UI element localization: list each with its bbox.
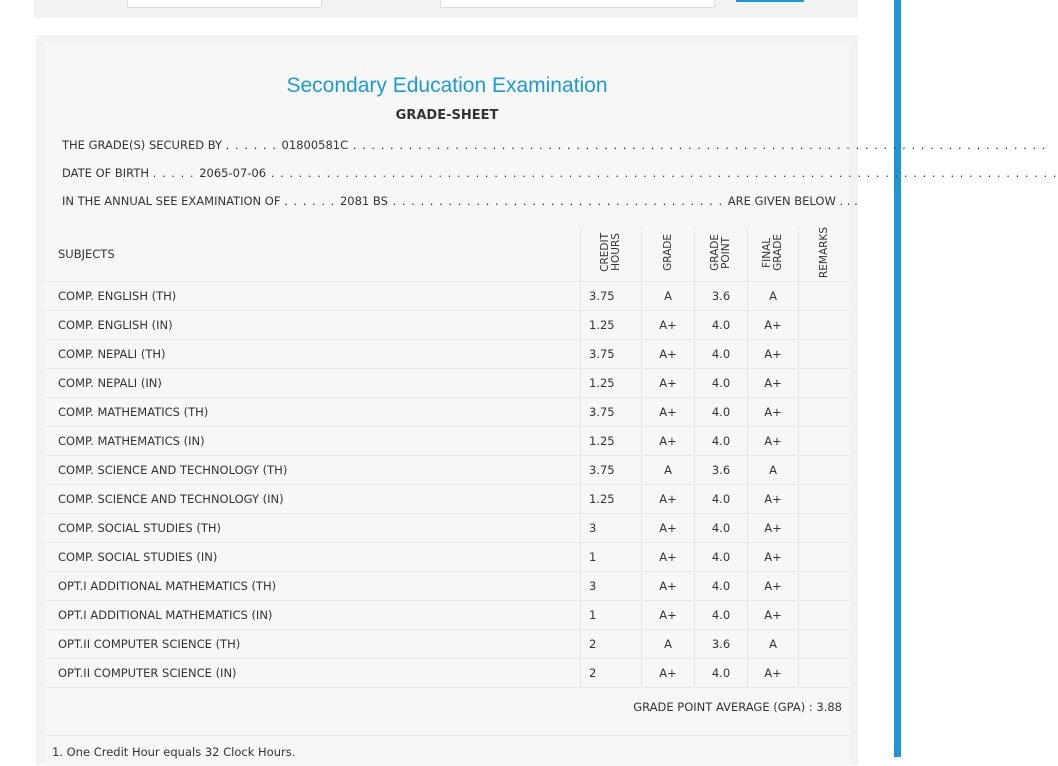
grade-cell: A [642, 456, 695, 485]
grade-point-cell: 4.0 [695, 485, 748, 514]
credit-hours-cell: 1 [581, 601, 642, 630]
final-grade-cell: A+ [748, 398, 799, 427]
table-header-row [45, 227, 849, 282]
exam-label: IN THE ANNUAL SEE EXAMINATION OF [62, 194, 281, 208]
grade-sheet-heading: GRADE-SHEET [395, 108, 499, 123]
subject-cell: COMP. MATHEMATICS (TH) [45, 398, 581, 427]
table-row [45, 659, 849, 688]
subject-cell: COMP. MATHEMATICS (IN) [45, 427, 581, 456]
credit-hours-cell: 1.25 [581, 311, 642, 340]
subject-cell: OPT.II COMPUTER SCIENCE (TH) [45, 630, 581, 659]
remarks-cell [799, 427, 850, 456]
table-row [45, 340, 849, 369]
grades-table [45, 227, 849, 688]
exam-line: IN THE ANNUAL SEE EXAMINATION OF . . . . . . 2081 BS . . . . . . . . . . . . . . . . . . . . . . . . . . . . . . . . . . . . ARE GIVEN BELOW . . . [62, 194, 858, 208]
header-final-grade: FINAL GRADE [748, 227, 799, 282]
credit-hours-cell: 3.75 [581, 398, 642, 427]
grade-cell: A+ [642, 659, 695, 688]
remarks-cell [799, 659, 850, 688]
grade-cell: A+ [642, 398, 695, 427]
subject-cell: COMP. NEPALI (IN) [45, 369, 581, 398]
scrollbar[interactable] [894, 0, 901, 757]
final-grade-cell: A+ [748, 514, 799, 543]
grade-cell: A [642, 630, 695, 659]
final-grade-cell: A [748, 282, 799, 311]
grade-cell: A+ [642, 369, 695, 398]
page-title: Secondary Education Examination [286, 74, 608, 97]
note-item: 1. One Credit Hour equals 32 Clock Hours. [52, 745, 296, 759]
table-row [45, 456, 849, 485]
remarks-cell [799, 601, 850, 630]
table-row [45, 601, 849, 630]
grade-cell: A+ [642, 311, 695, 340]
credit-hours-cell: 3 [581, 572, 642, 601]
table-row [45, 311, 849, 340]
gpa-summary: GRADE POINT AVERAGE (GPA) : 3.88 [633, 700, 842, 714]
remarks-cell [799, 398, 850, 427]
remarks-cell [799, 630, 850, 659]
credit-hours-cell: 1.25 [581, 427, 642, 456]
grade-cell: A+ [642, 514, 695, 543]
remarks-cell [799, 543, 850, 572]
subject-cell: COMP. SOCIAL STUDIES (IN) [45, 543, 581, 572]
subject-cell: COMP. SOCIAL STUDIES (TH) [45, 514, 581, 543]
final-grade-cell: A+ [748, 311, 799, 340]
final-grade-cell: A+ [748, 543, 799, 572]
subject-cell: COMP. ENGLISH (TH) [45, 282, 581, 311]
subject-cell: COMP. SCIENCE AND TECHNOLOGY (TH) [45, 456, 581, 485]
dob-input[interactable] [440, 0, 715, 8]
grade-point-cell: 4.0 [695, 369, 748, 398]
remarks-cell [799, 456, 850, 485]
secured-by-label: THE GRADE(S) SECURED BY [62, 138, 223, 152]
remarks-cell [799, 282, 850, 311]
subject-cell: OPT.I ADDITIONAL MATHEMATICS (IN) [45, 601, 581, 630]
table-row [45, 630, 849, 659]
grade-cell: A+ [642, 340, 695, 369]
credit-hours-cell: 3.75 [581, 282, 642, 311]
remarks-cell [799, 572, 850, 601]
subject-cell: OPT.II COMPUTER SCIENCE (IN) [45, 659, 581, 688]
final-grade-cell: A+ [748, 572, 799, 601]
subject-cell: OPT.I ADDITIONAL MATHEMATICS (TH) [45, 572, 581, 601]
credit-hours-cell: 3.75 [581, 340, 642, 369]
grade-point-cell: 4.0 [695, 398, 748, 427]
submit-button[interactable] [736, 0, 804, 2]
symbol-number: 01800581C [281, 138, 349, 152]
header-subjects: SUBJECTS [45, 227, 581, 282]
table-row [45, 369, 849, 398]
grade-point-cell: 4.0 [695, 340, 748, 369]
final-grade-cell: A+ [748, 659, 799, 688]
header-grade-point: GRADE POINT [695, 227, 748, 282]
remarks-cell [799, 514, 850, 543]
given-below-text: ARE GIVEN BELOW . . . [727, 194, 858, 208]
credit-hours-cell: 1.25 [581, 485, 642, 514]
exam-year: 2081 BS [339, 194, 388, 208]
secured-by-line: THE GRADE(S) SECURED BY . . . . . . 01800581C . . . . . . . . . . . . . . . . . . . . . . . . . . . . . . . . . . . . . . . . . . . . . . . . . . . . . . . . . . . . . . . . . . . . . . . . . . . [62, 138, 1047, 152]
remarks-cell [799, 340, 850, 369]
grade-point-cell: 3.6 [695, 456, 748, 485]
header-grade: GRADE [642, 227, 695, 282]
grade-cell: A+ [642, 485, 695, 514]
remarks-cell [799, 311, 850, 340]
top-search-bar [34, 0, 858, 18]
grade-point-cell: 3.6 [695, 630, 748, 659]
dob-value: 2065-07-06 [199, 166, 267, 180]
header-credit-hours: CREDIT HOURS [581, 227, 642, 282]
table-row [45, 485, 849, 514]
grade-point-cell: 4.0 [695, 659, 748, 688]
grade-cell: A+ [642, 572, 695, 601]
subject-cell: COMP. NEPALI (TH) [45, 340, 581, 369]
grade-point-cell: 4.0 [695, 514, 748, 543]
grade-cell: A+ [642, 601, 695, 630]
header-remarks: REMARKS [799, 227, 850, 282]
symbol-number-input[interactable] [127, 0, 322, 8]
credit-hours-cell: 1 [581, 543, 642, 572]
grade-cell: A [642, 282, 695, 311]
final-grade-cell: A+ [748, 601, 799, 630]
final-grade-cell: A+ [748, 340, 799, 369]
credit-hours-cell: 1.25 [581, 369, 642, 398]
grade-point-cell: 4.0 [695, 311, 748, 340]
credit-hours-cell: 3 [581, 514, 642, 543]
table-row [45, 543, 849, 572]
grade-cell: A+ [642, 543, 695, 572]
final-grade-cell: A+ [748, 485, 799, 514]
credit-hours-cell: 2 [581, 659, 642, 688]
final-grade-cell: A+ [748, 427, 799, 456]
grade-cell: A+ [642, 427, 695, 456]
credit-hours-cell: 3.75 [581, 456, 642, 485]
dob-line: DATE OF BIRTH . . . . . 2065-07-06 . . . . . . . . . . . . . . . . . . . . . . . . . . . . . . . . . . . . . . . . . . . . . . . . . . . . . . . . . . . . . . . . . . . . . . . . . . . . . . . . . . . . . [62, 166, 1058, 180]
grade-point-cell: 4.0 [695, 427, 748, 456]
table-row [45, 572, 849, 601]
remarks-cell [799, 369, 850, 398]
subject-cell: COMP. SCIENCE AND TECHNOLOGY (IN) [45, 485, 581, 514]
grade-point-cell: 3.6 [695, 282, 748, 311]
grade-point-cell: 4.0 [695, 601, 748, 630]
table-row [45, 398, 849, 427]
table-row [45, 427, 849, 456]
dob-label: DATE OF BIRTH [62, 166, 150, 180]
table-row [45, 514, 849, 543]
subject-cell: COMP. ENGLISH (IN) [45, 311, 581, 340]
grade-point-cell: 4.0 [695, 572, 748, 601]
remarks-cell [799, 485, 850, 514]
credit-hours-cell: 2 [581, 630, 642, 659]
table-row [45, 282, 849, 311]
final-grade-cell: A [748, 630, 799, 659]
grade-point-cell: 4.0 [695, 543, 748, 572]
final-grade-cell: A+ [748, 369, 799, 398]
final-grade-cell: A [748, 456, 799, 485]
